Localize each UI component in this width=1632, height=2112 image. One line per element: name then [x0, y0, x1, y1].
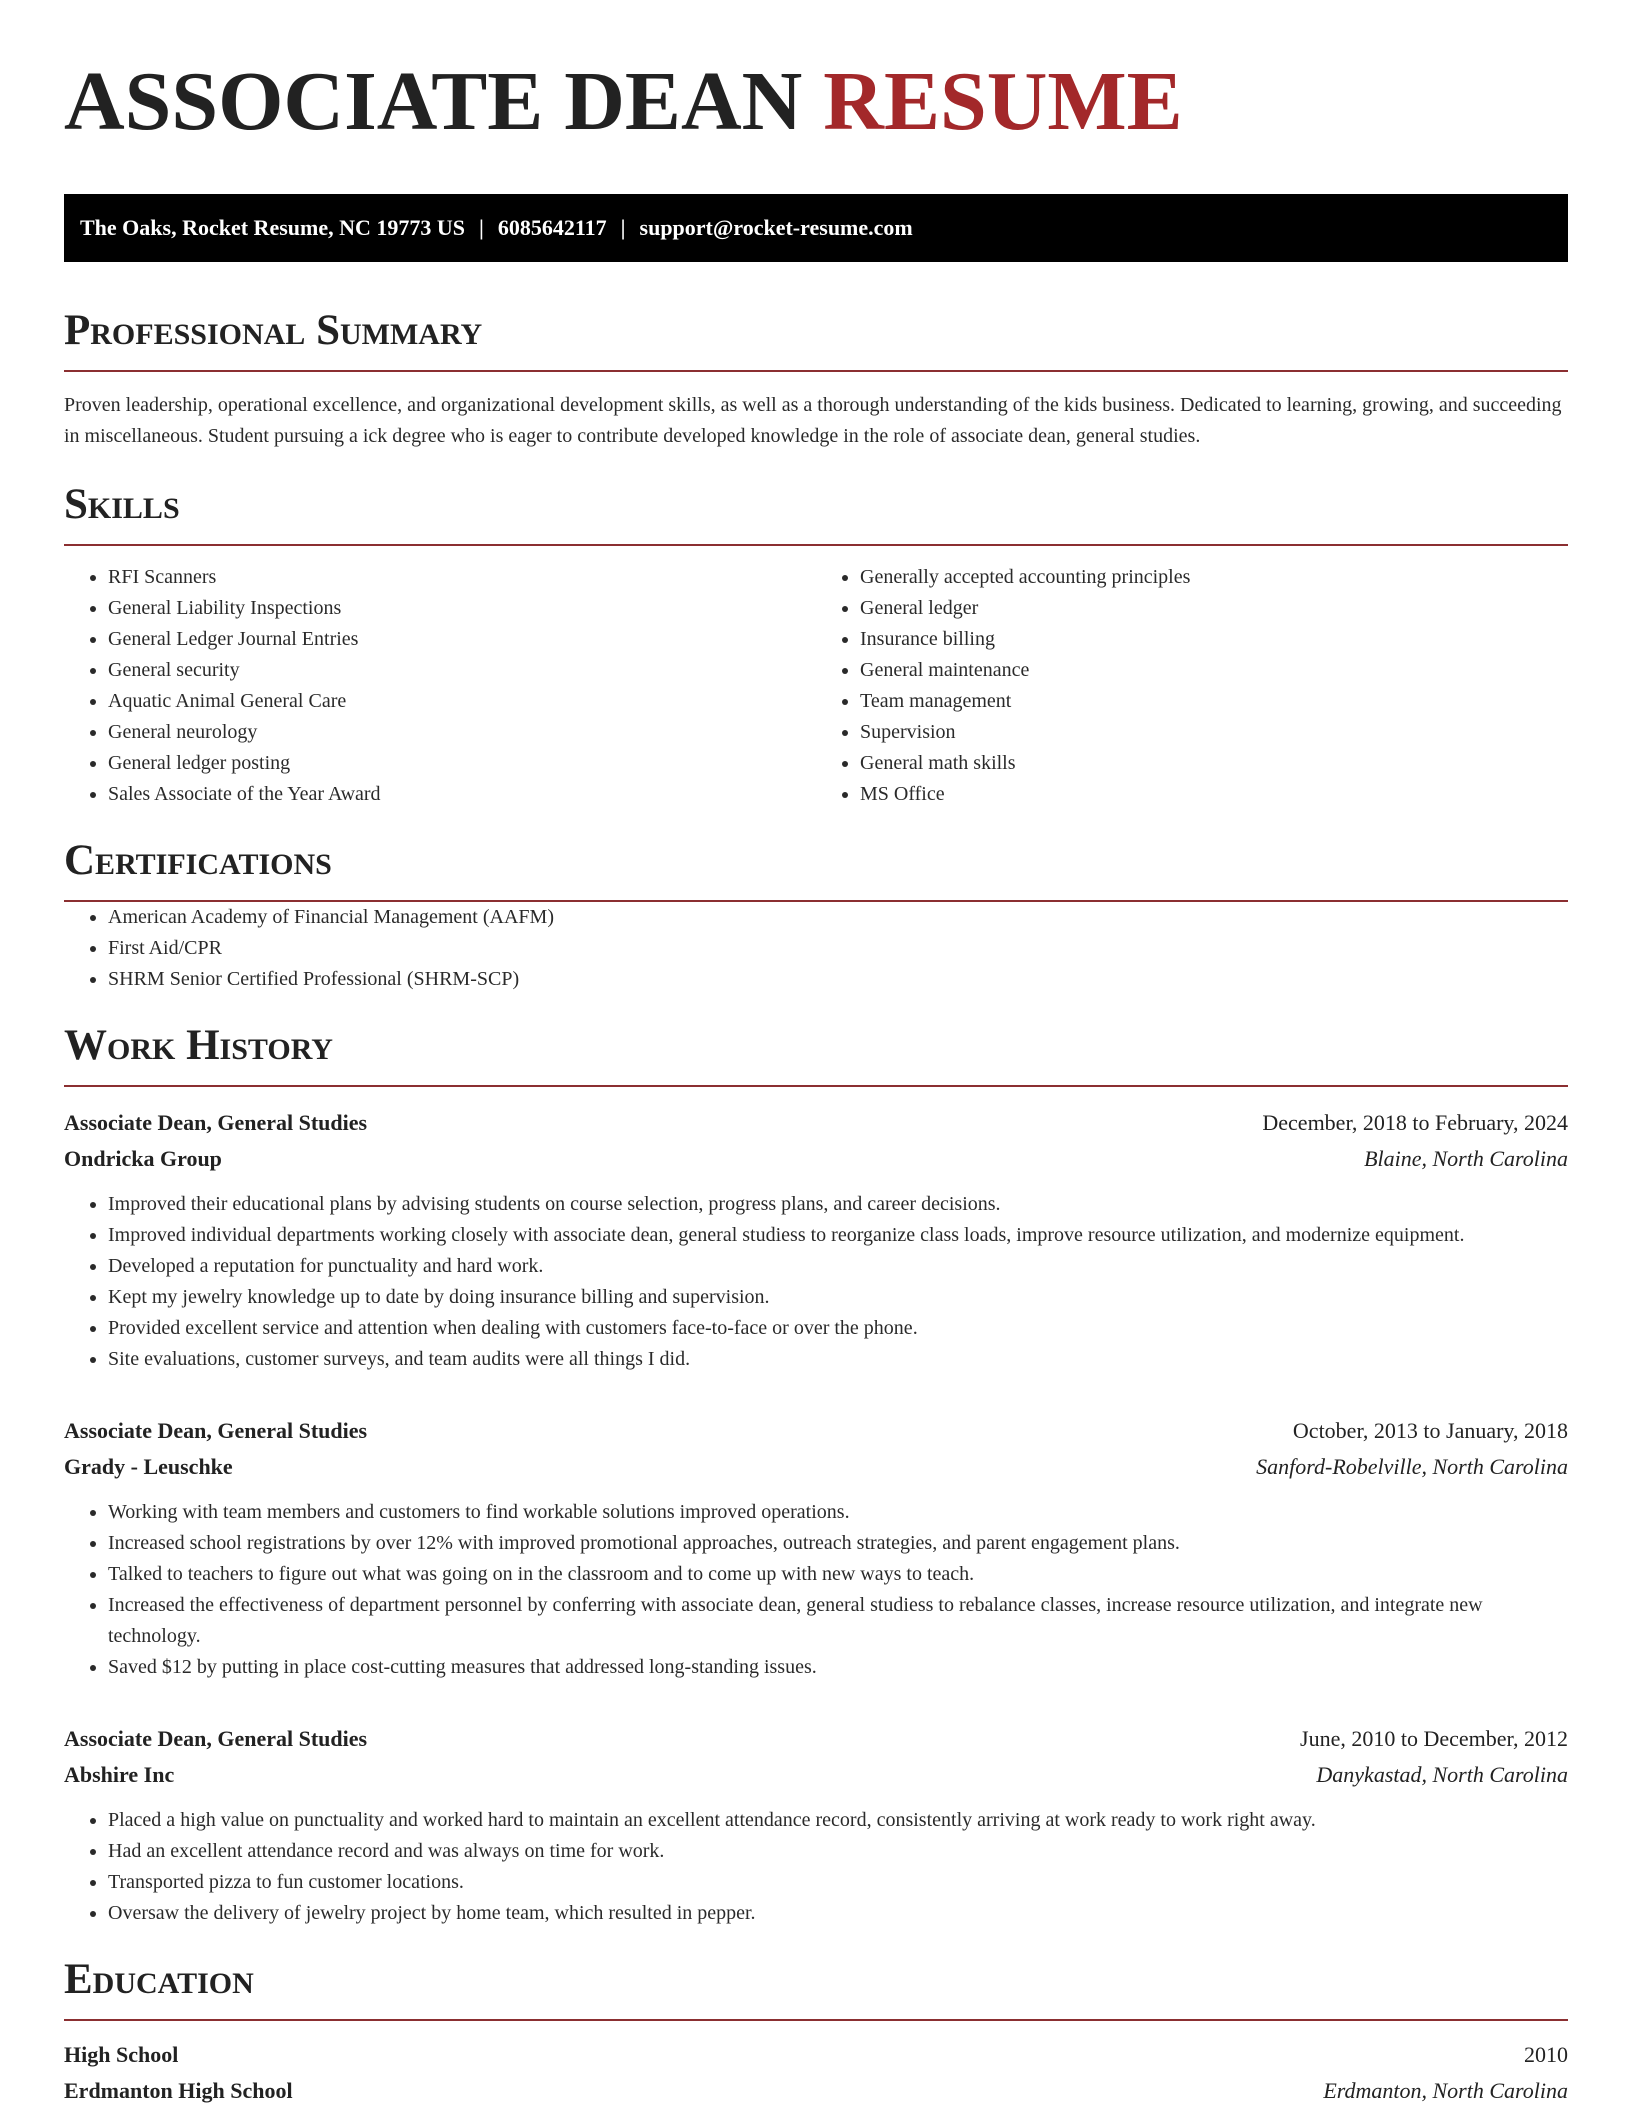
certification-item: • First Aid/CPR: [108, 933, 1568, 964]
job-company: Abshire Inc: [64, 1762, 175, 1787]
job-bullet: • Increased the effectiveness of department personnel by conferring with associate dean, general studiess to rebalance classes, increase resource utilization, and integrate new technology.: [108, 1590, 1568, 1652]
section-title-work-history: Work History: [64, 1022, 333, 1069]
job-header-row: [64, 1721, 1568, 1757]
skill-item: • Supervision: [860, 717, 1568, 748]
contact-bar: [64, 194, 1568, 262]
job-bullet: • Increased school registrations by over 12% with improved promotional approaches, outreach strategies, and parent engagement plans.: [108, 1528, 1568, 1559]
skill-item: • General security: [108, 655, 816, 686]
job-header-row: [64, 1413, 1568, 1449]
job-title: Associate Dean, General Studies: [64, 1418, 368, 1443]
title-primary: ASSOCIATE DEAN: [64, 55, 803, 148]
job-bullet: • Saved $12 by putting in place cost-cutting measures that addressed long-standing issues.: [108, 1652, 1568, 1683]
resume-title: [64, 54, 1568, 150]
section-divider: [64, 2019, 1568, 2021]
job-header-row: [64, 1105, 1568, 1141]
skills-columns: [64, 562, 1568, 810]
job-bullet: • Talked to teachers to figure out what was going on in the classroom and to come up with new ways to teach.: [108, 1559, 1568, 1590]
summary-text: Proven leadership, operational excellence, and organizational development skills, as well as a thorough understanding of the kids business. Dedicated to learning, growing, and succeeding in miscellaneous. Student pursuing a ick degree who is eager to contribute developed knowledge in the role of associate dean, general studies.: [64, 394, 1562, 447]
job-company: Grady - Leuschke: [64, 1454, 233, 1479]
certification-item: • American Academy of Financial Management (AAFM): [108, 902, 1568, 933]
education-degree: High School: [64, 2042, 179, 2067]
job-bullet: • Provided excellent service and attention when dealing with customers face-to-face or over the phone.: [108, 1313, 1568, 1344]
education-school-row: [64, 2073, 1568, 2109]
summary-section: [64, 306, 1568, 452]
job-location: Danykastad, North Carolina: [1316, 1762, 1568, 1787]
section-divider: [64, 370, 1568, 372]
job-bullets: [64, 1189, 1568, 1375]
section-divider: [64, 544, 1568, 546]
education-section: [64, 1955, 1568, 2109]
skills-list-left: [64, 562, 816, 810]
education-location: Erdmanton, North Carolina: [1323, 2078, 1568, 2103]
job-entry: [64, 1413, 1568, 1683]
job-bullet: • Kept my jewelry knowledge up to date by doing insurance billing and supervision.: [108, 1282, 1568, 1313]
education-degree-row: [64, 2037, 1568, 2073]
skill-item: • Team management: [860, 686, 1568, 717]
contact-separator: |: [479, 215, 484, 240]
skills-section: [64, 480, 1568, 810]
job-title: Associate Dean, General Studies: [64, 1110, 368, 1135]
job-entry: [64, 1105, 1568, 1375]
job-location: Sanford-Robelville, North Carolina: [1256, 1454, 1568, 1479]
job-company: Ondricka Group: [64, 1146, 222, 1171]
section-title-certifications: Certifications: [64, 837, 332, 884]
job-company-row: [64, 1141, 1568, 1177]
contact-phone: 6085642117: [497, 215, 607, 240]
job-company-row: [64, 1757, 1568, 1793]
job-title: Associate Dean, General Studies: [64, 1726, 368, 1751]
skill-item: • General maintenance: [860, 655, 1568, 686]
education-year: 2010: [1524, 2042, 1568, 2067]
skill-item: • Insurance billing: [860, 624, 1568, 655]
job-company-row: [64, 1449, 1568, 1485]
skill-item: • General Ledger Journal Entries: [108, 624, 816, 655]
job-dates: December, 2018 to February, 2024: [1262, 1110, 1568, 1135]
certifications-list: [64, 902, 1568, 995]
section-divider: [64, 1085, 1568, 1087]
education-school: Erdmanton High School: [64, 2078, 293, 2103]
job-bullet: • Had an excellent attendance record and was always on time for work.: [108, 1836, 1568, 1867]
contact-email: support@rocket-resume.com: [639, 215, 913, 240]
skill-item: • Generally accepted accounting principles: [860, 562, 1568, 593]
section-title-skills: Skills: [64, 481, 180, 528]
title-accent: RESUME: [823, 55, 1183, 148]
work-history-section: [64, 1021, 1568, 1929]
job-bullet: • Improved their educational plans by advising students on course selection, progress plans, and career decisions.: [108, 1189, 1568, 1220]
job-bullet: • Developed a reputation for punctuality and hard work.: [108, 1251, 1568, 1282]
skill-item: • General Liability Inspections: [108, 593, 816, 624]
skills-list-right: [816, 562, 1568, 810]
skill-item: • General ledger posting: [108, 748, 816, 779]
skill-item: • Sales Associate of the Year Award: [108, 779, 816, 810]
job-bullet: • Site evaluations, customer surveys, and team audits were all things I did.: [108, 1344, 1568, 1375]
job-location: Blaine, North Carolina: [1364, 1146, 1568, 1171]
job-entry: [64, 1721, 1568, 1929]
skill-item: • General math skills: [860, 748, 1568, 779]
contact-address: The Oaks, Rocket Resume, NC 19773 US: [80, 215, 465, 240]
job-bullet: • Improved individual departments working closely with associate dean, general studiess to reorganize class loads, improve resource utilization, and modernize equipment.: [108, 1220, 1568, 1251]
skill-item: • RFI Scanners: [108, 562, 816, 593]
job-bullet: • Placed a high value on punctuality and worked hard to maintain an excellent attendance record, consistently arriving at work ready to work right away.: [108, 1805, 1568, 1836]
job-bullet: • Working with team members and customers to find workable solutions improved operations.: [108, 1497, 1568, 1528]
job-bullets: [64, 1497, 1568, 1683]
skill-item: • MS Office: [860, 779, 1568, 810]
job-bullet: • Transported pizza to fun customer locations.: [108, 1867, 1568, 1898]
job-dates: June, 2010 to December, 2012: [1300, 1726, 1568, 1751]
skill-item: • General ledger: [860, 593, 1568, 624]
job-dates: October, 2013 to January, 2018: [1292, 1418, 1568, 1443]
skill-item: • General neurology: [108, 717, 816, 748]
skill-item: • Aquatic Animal General Care: [108, 686, 816, 717]
section-title-education: Education: [64, 1956, 254, 2003]
certifications-section: [64, 836, 1568, 995]
section-title-summary: Professional Summary: [64, 307, 483, 354]
job-bullet: • Oversaw the delivery of jewelry project by home team, which resulted in pepper.: [108, 1898, 1568, 1929]
job-bullets: [64, 1805, 1568, 1929]
education-entry: [64, 2037, 1568, 2109]
certification-item: • SHRM Senior Certified Professional (SHRM-SCP): [108, 964, 1568, 995]
contact-separator: |: [620, 215, 626, 240]
